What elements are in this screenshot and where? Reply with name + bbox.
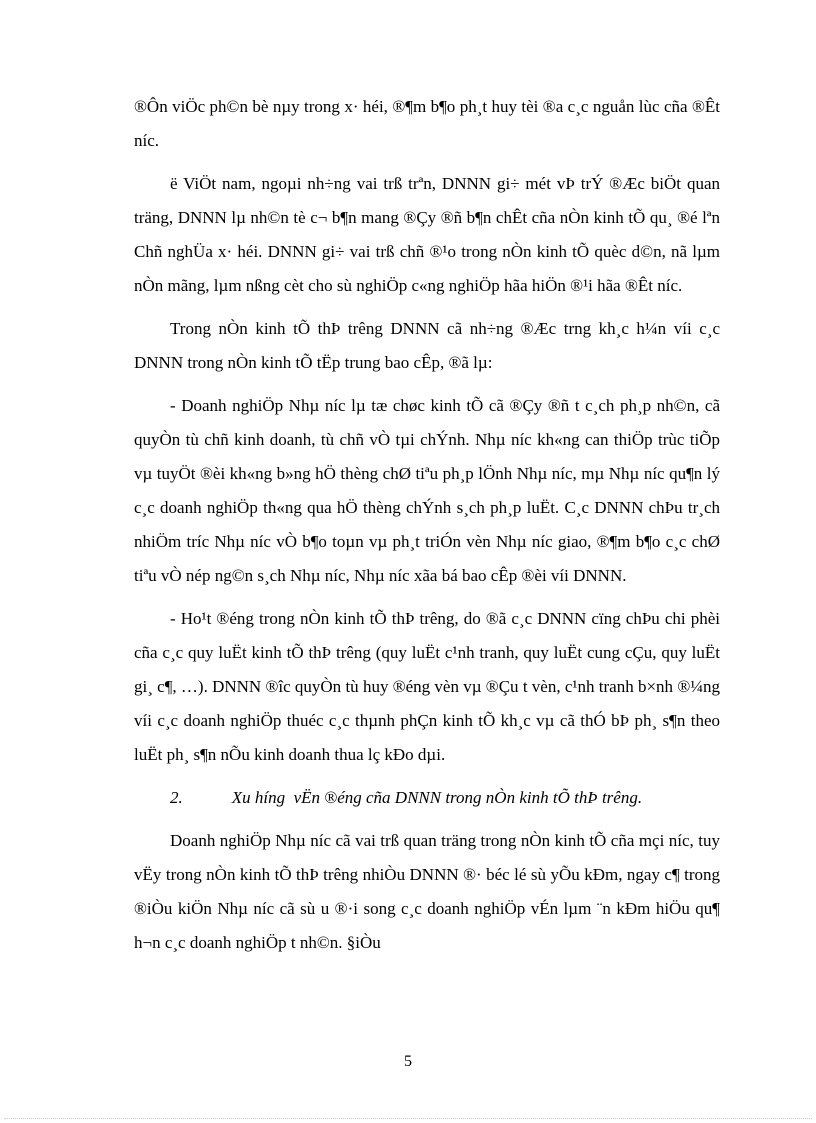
page-bottom-divider — [4, 1118, 812, 1119]
paragraph-legal-entity: - Doanh nghiÖp Nhµ níc lµ tæ chøc kinh tÕ cã ®Çy ®ñ t c¸ch ph¸p nh©n, cã quyÒn tù chñ kinh doanh, tù chñ vÒ tµi chÝnh. Nhµ níc kh«ng can thiÖp trùc tiÕp vµ tuyÖt ®èi kh«ng b»ng hÖ thèng chØ tiªu ph¸p lÖnh Nhµ níc, mµ Nhµ níc qu¶n lý c¸c doanh nghiÖp th«ng qua hÖ thèng chÝnh s¸ch ph¸p luËt. C¸c DNNN chÞu tr¸ch nhiÖm tríc Nhµ níc vÒ b¶o toµn vµ ph¸t triÓn vèn Nhµ níc giao, ®¶m b¶o c¸c chØ tiªu vÒ nép ng©n s¸ch Nhµ níc, Nhµ níc xãa bá bao cÊp ®èi víi DNNN. — [134, 396, 720, 585]
section-heading: 2. Xu híng vËn ®éng cña DNNN trong nÒn kinh tÕ thÞ trêng. — [170, 788, 643, 807]
paragraph-continuation: ®Ôn viÖc ph©n bè nµy trong x· héi, ®¶m b¶o ph¸t huy tèi ®a c¸c nguån lùc cña ®Êt níc. — [134, 97, 720, 150]
body-text — [134, 90, 720, 969]
paragraph-vietnam-role: ë ViÖt nam, ngoµi nh÷ng vai trß trªn, DNNN gi÷ mét vÞ trÝ ®Æc biÖt quan träng, DNNN lµ nh©n tè c¬ b¶n mang ®Çy ®ñ b¶n chÊt cña nÒn kinh tÕ qu¸ ®é lªn Chñ nghÜa x· héi. DNNN gi÷ vai trß chñ ®¹o trong nÒn kinh tÕ quèc d©n, nã lµm nÒn mãng, lµm nßng cèt cho sù nghiÖp c«ng nghiÖp hãa hiÖn ®¹i hãa ®Êt níc. — [134, 174, 720, 295]
paragraph-closing: Doanh nghiÖp Nhµ níc cã vai trß quan träng trong nÒn kinh tÕ cña mçi níc, tuy vËy trong nÒn kinh tÕ thÞ trêng nhiÒu DNNN ®· béc lé sù yÕu kÐm, ngay c¶ trong ®iÒu kiÖn Nhµ níc cã sù u ®·i song c¸c doanh nghiÖp vÉn lµm ¨n kÐm hiÖu qu¶ h¬n c¸c doanh nghiÖp t nh©n. §iÒu — [134, 831, 720, 952]
paragraph-market-characteristics: Trong nÒn kinh tÕ thÞ trêng DNNN cã nh÷ng ®Æc trng kh¸c h¼n víi c¸c DNNN trong nÒn kinh tÕ tËp trung bao cÊp, ®ã lµ: — [134, 319, 720, 372]
paragraph-market-operation: - Ho¹t ®éng trong nÒn kinh tÕ thÞ trêng, do ®ã c¸c DNNN cïng chÞu chi phèi cña c¸c quy luËt kinh tÕ thÞ trêng (quy luËt c¹nh tranh, quy luËt cung cÇu, quy luËt gi¸ c¶, …). DNNN ®îc quyÒn tù huy ®éng vèn vµ ®Çu t vèn, c¹nh tranh b×nh ®¼ng víi c¸c doanh nghiÖp thuéc c¸c thµnh phÇn kinh tÕ kh¸c vµ cã thÓ bÞ ph¸ s¶n theo luËt ph¸ s¶n nÕu kinh doanh thua lç kÐo dµi. — [134, 609, 720, 764]
page-number: 5 — [404, 1053, 412, 1070]
